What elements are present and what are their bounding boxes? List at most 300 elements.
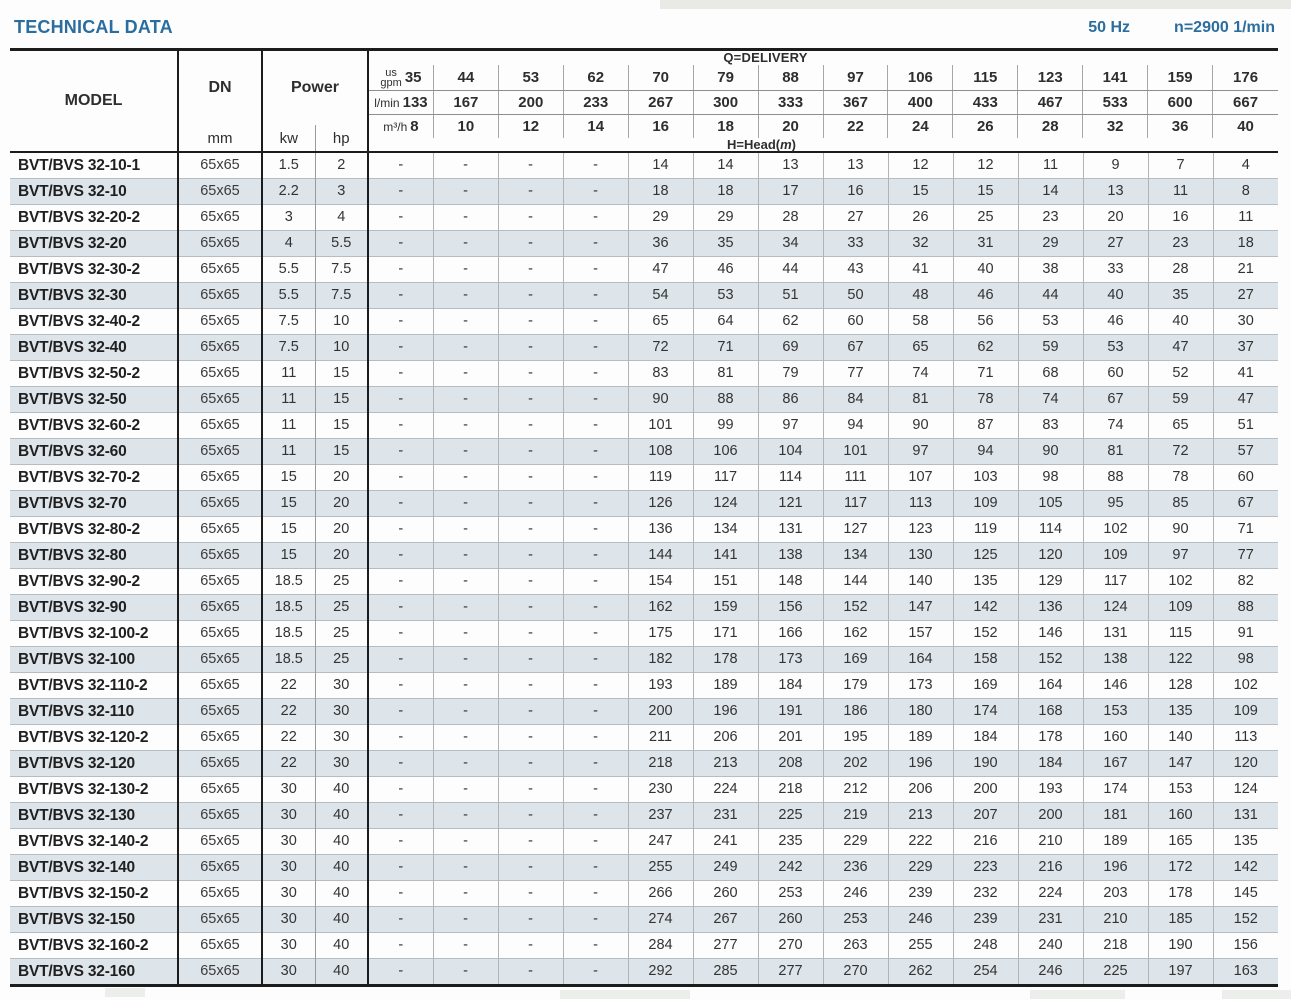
delivery-header-value: 20 (782, 118, 799, 135)
head-cell: - (498, 621, 563, 647)
head-cell: 40 (1083, 283, 1148, 309)
head-cell: - (498, 257, 563, 283)
head-cell: - (368, 647, 433, 673)
table-row (10, 621, 1278, 647)
model-cell: BVT/BVS 32-70-2 (10, 465, 178, 491)
head-cell: 219 (823, 803, 888, 829)
head-cell: 253 (758, 881, 823, 907)
dn-cell: 65x65 (178, 361, 262, 387)
head-cell: 67 (823, 335, 888, 361)
head-cell: 74 (1083, 413, 1148, 439)
delivery-header-gpm-4 (629, 65, 694, 90)
head-cell: 229 (823, 829, 888, 855)
head-cell: - (433, 803, 498, 829)
head-cell: 142 (1213, 855, 1278, 881)
kw-cell: 15 (262, 543, 315, 569)
hp-cell: 15 (315, 387, 368, 413)
head-cell: 225 (758, 803, 823, 829)
model-cell: BVT/BVS 32-100-2 (10, 621, 178, 647)
head-cell: 184 (953, 725, 1018, 751)
dn-cell: 65x65 (178, 179, 262, 205)
head-cell: 201 (758, 725, 823, 751)
head-cell: - (433, 881, 498, 907)
delivery-header-value: 97 (847, 69, 864, 86)
power-unit-kw: kw (263, 125, 316, 151)
head-cell: - (498, 152, 563, 179)
head-cell: 135 (1148, 699, 1213, 725)
delivery-header-value: 467 (1037, 94, 1063, 111)
head-cell: 129 (1018, 569, 1083, 595)
head-cell: - (368, 595, 433, 621)
hp-cell: 15 (315, 361, 368, 387)
technical-data-table (10, 48, 1278, 987)
model-cell: BVT/BVS 32-10 (10, 179, 178, 205)
head-cell: - (563, 803, 628, 829)
head-cell: 224 (1018, 881, 1083, 907)
head-cell: 124 (1083, 595, 1148, 621)
head-cell: 91 (1213, 621, 1278, 647)
delivery-header-lmin-1 (434, 91, 499, 114)
head-cell: - (498, 959, 563, 986)
head-cell: 117 (693, 465, 758, 491)
head-cell: 156 (1213, 933, 1278, 959)
head-cell: 7 (1148, 152, 1213, 179)
head-cell: 28 (1148, 257, 1213, 283)
head-cell: 175 (628, 621, 693, 647)
head-cell: 78 (1148, 465, 1213, 491)
delivery-header-value: 600 (1167, 94, 1193, 111)
kw-cell: 4 (262, 231, 315, 257)
head-cell: 117 (1083, 569, 1148, 595)
delivery-header-value: 106 (907, 69, 933, 86)
head-cell: 43 (823, 257, 888, 283)
head-cell: 158 (953, 647, 1018, 673)
head-cell: - (368, 387, 433, 413)
head-cell: 12 (953, 152, 1018, 179)
head-cell: 212 (823, 777, 888, 803)
head-cell: 17 (758, 179, 823, 205)
head-cell: - (368, 152, 433, 179)
head-cell: 141 (693, 543, 758, 569)
table-body (10, 152, 1278, 986)
head-cell: 68 (1018, 361, 1083, 387)
head-cell: - (433, 699, 498, 725)
head-cell: 162 (823, 621, 888, 647)
page-title: TECHNICAL DATA (14, 17, 173, 37)
head-cell: - (563, 335, 628, 361)
kw-cell: 30 (262, 777, 315, 803)
head-cell: - (563, 465, 628, 491)
head-cell: 72 (1148, 439, 1213, 465)
head-cell: 40 (953, 257, 1018, 283)
delivery-header-gpm-5 (694, 65, 759, 90)
model-cell: BVT/BVS 32-60-2 (10, 413, 178, 439)
head-cell: 140 (888, 569, 953, 595)
kw-cell: 3 (262, 205, 315, 231)
head-cell: 29 (628, 205, 693, 231)
head-cell: 97 (888, 439, 953, 465)
dn-cell: 65x65 (178, 309, 262, 335)
delivery-header-lmin-4 (629, 91, 694, 114)
head-cell: 30 (1213, 309, 1278, 335)
model-cell: BVT/BVS 32-150-2 (10, 881, 178, 907)
hp-cell: 20 (315, 465, 368, 491)
dn-cell: 65x65 (178, 283, 262, 309)
head-cell: 33 (1083, 257, 1148, 283)
delivery-header-value: 159 (1167, 69, 1193, 86)
head-cell: 65 (888, 335, 953, 361)
table-row (10, 725, 1278, 751)
unit-label-gpm: us gpm (380, 66, 402, 89)
head-cell: 223 (953, 855, 1018, 881)
head-cell: 231 (1018, 907, 1083, 933)
hp-cell: 25 (315, 647, 368, 673)
kw-cell: 18.5 (262, 621, 315, 647)
delivery-header-m3h-4 (629, 115, 694, 138)
delivery-header-value: 167 (453, 94, 479, 111)
delivery-header-value: 141 (1102, 69, 1128, 86)
head-cell: 123 (888, 517, 953, 543)
model-cell: BVT/BVS 32-100 (10, 647, 178, 673)
head-cell: 83 (1018, 413, 1083, 439)
delivery-header-m3h-3 (564, 115, 629, 138)
head-cell: - (433, 517, 498, 543)
model-cell: BVT/BVS 32-20 (10, 231, 178, 257)
head-cell: - (498, 205, 563, 231)
head-cell: 51 (1213, 413, 1278, 439)
head-cell: 58 (888, 309, 953, 335)
head-cell: - (433, 647, 498, 673)
head-cell: - (433, 907, 498, 933)
column-header-delivery (368, 50, 1278, 153)
head-cell: 266 (628, 881, 693, 907)
table-row (10, 257, 1278, 283)
head-cell: - (368, 777, 433, 803)
table-row (10, 413, 1278, 439)
head-cell: 168 (1018, 699, 1083, 725)
head-cell: 159 (693, 595, 758, 621)
head-cell: 191 (758, 699, 823, 725)
dn-cell: 65x65 (178, 152, 262, 179)
model-cell: BVT/BVS 32-150 (10, 907, 178, 933)
head-cell: 107 (888, 465, 953, 491)
frequency-label: 50 Hz (1088, 19, 1131, 36)
delivery-header-m3h-11 (1083, 115, 1148, 138)
head-cell: - (433, 595, 498, 621)
head-cell: 160 (1148, 803, 1213, 829)
head-cell: 26 (888, 205, 953, 231)
head-cell: 131 (758, 517, 823, 543)
hp-cell: 40 (315, 777, 368, 803)
table-row (10, 179, 1278, 205)
head-cell: 247 (628, 829, 693, 855)
head-cell: 130 (888, 543, 953, 569)
hp-cell: 25 (315, 621, 368, 647)
head-cell: 270 (758, 933, 823, 959)
head-cell: - (498, 309, 563, 335)
head-cell: 20 (1083, 205, 1148, 231)
head-cell: 102 (1083, 517, 1148, 543)
delivery-header-value: 367 (842, 94, 868, 111)
head-cell: 248 (953, 933, 1018, 959)
head-cell: - (563, 569, 628, 595)
head-cell: 119 (953, 517, 1018, 543)
head-cell: 102 (1148, 569, 1213, 595)
head-cell: - (498, 803, 563, 829)
head-cell: 88 (1083, 465, 1148, 491)
kw-cell: 11 (262, 413, 315, 439)
head-cell: 88 (693, 387, 758, 413)
head-cell: 94 (823, 413, 888, 439)
hp-cell: 10 (315, 309, 368, 335)
head-cell: 23 (1148, 231, 1213, 257)
head-cell: 152 (1018, 647, 1083, 673)
head-cell: - (368, 829, 433, 855)
head-cell: 240 (1018, 933, 1083, 959)
head-cell: 11 (1148, 179, 1213, 205)
head-cell: - (563, 543, 628, 569)
head-cell: - (368, 621, 433, 647)
table-row (10, 205, 1278, 231)
head-cell: - (433, 361, 498, 387)
head-cell: 47 (1148, 335, 1213, 361)
kw-cell: 7.5 (262, 335, 315, 361)
head-cell: - (368, 725, 433, 751)
dn-label: DN (208, 79, 232, 96)
delivery-header-m3h-5 (694, 115, 759, 138)
head-cell: 40 (1148, 309, 1213, 335)
head-cell: 51 (758, 283, 823, 309)
head-cell: 147 (1148, 751, 1213, 777)
delivery-header-m3h-12 (1148, 115, 1213, 138)
dn-cell: 65x65 (178, 933, 262, 959)
head-cell: 218 (758, 777, 823, 803)
head-cell: - (563, 205, 628, 231)
head-cell: - (433, 569, 498, 595)
dn-cell: 65x65 (178, 881, 262, 907)
dn-cell: 65x65 (178, 387, 262, 413)
head-cell: 190 (1148, 933, 1213, 959)
head-cell: 81 (693, 361, 758, 387)
kw-cell: 30 (262, 907, 315, 933)
head-cell: - (433, 439, 498, 465)
head-cell: 207 (953, 803, 1018, 829)
dn-cell: 65x65 (178, 855, 262, 881)
dn-cell: 65x65 (178, 907, 262, 933)
head-cell: 131 (1213, 803, 1278, 829)
head-cell: 65 (1148, 413, 1213, 439)
kw-cell: 30 (262, 933, 315, 959)
head-cell: 54 (628, 283, 693, 309)
head-cell: 81 (888, 387, 953, 413)
kw-cell: 5.5 (262, 283, 315, 309)
delivery-header-value: 14 (587, 118, 605, 135)
head-cell: 88 (1213, 595, 1278, 621)
head-cell: - (563, 725, 628, 751)
head-cell: 83 (628, 361, 693, 387)
kw-cell: 18.5 (262, 569, 315, 595)
head-cell: 44 (1018, 283, 1083, 309)
head-cell: 138 (1083, 647, 1148, 673)
head-cell: 146 (1083, 673, 1148, 699)
hp-cell: 30 (315, 699, 368, 725)
head-cell: 169 (953, 673, 1018, 699)
head-cell: - (433, 751, 498, 777)
head-cell: 284 (628, 933, 693, 959)
head-cell: 138 (758, 543, 823, 569)
delivery-header-lmin-0 (369, 91, 434, 114)
kw-cell: 7.5 (262, 309, 315, 335)
dn-cell: 65x65 (178, 803, 262, 829)
delivery-header-value: 176 (1233, 69, 1259, 86)
head-cell: 71 (953, 361, 1018, 387)
delivery-header-value: 26 (976, 118, 994, 135)
hp-cell: 2 (315, 152, 368, 179)
delivery-header-value: 200 (518, 94, 544, 111)
dn-cell: 65x65 (178, 335, 262, 361)
delivery-header-value: 133 (402, 94, 428, 111)
head-cell: 218 (628, 751, 693, 777)
head-cell: 152 (1213, 907, 1278, 933)
head-cell: - (563, 439, 628, 465)
dn-cell: 65x65 (178, 777, 262, 803)
head-cell: 117 (823, 491, 888, 517)
head-cell: 277 (693, 933, 758, 959)
delivery-header-m3h-9 (953, 115, 1018, 138)
delivery-header-gpm-10 (1018, 65, 1083, 90)
table-row (10, 387, 1278, 413)
head-cell: - (498, 231, 563, 257)
delivery-header-value: 18 (717, 118, 734, 135)
head-cell: - (563, 699, 628, 725)
model-cell: BVT/BVS 32-50 (10, 387, 178, 413)
head-cell: 77 (1213, 543, 1278, 569)
kw-cell: 18.5 (262, 647, 315, 673)
head-cell: 178 (693, 647, 758, 673)
head-cell: 111 (823, 465, 888, 491)
head-cell: - (563, 933, 628, 959)
head-cell: 62 (953, 335, 1018, 361)
hp-cell: 25 (315, 595, 368, 621)
head-cell: 46 (693, 257, 758, 283)
head-cell: - (498, 907, 563, 933)
head-cell: 165 (1148, 829, 1213, 855)
head-cell: 246 (823, 881, 888, 907)
hp-cell: 15 (315, 439, 368, 465)
head-cell: 101 (628, 413, 693, 439)
delivery-header-value: 16 (652, 118, 670, 135)
hp-cell: 3 (315, 179, 368, 205)
head-cell: 169 (823, 647, 888, 673)
delivery-header-lmin-3 (564, 91, 629, 114)
head-cell: - (498, 751, 563, 777)
dn-cell: 65x65 (178, 959, 262, 986)
kw-cell: 15 (262, 465, 315, 491)
hp-cell: 40 (315, 881, 368, 907)
head-cell: - (368, 283, 433, 309)
hp-cell: 20 (315, 543, 368, 569)
head-cell: 56 (953, 309, 1018, 335)
head-cell: 18 (693, 179, 758, 205)
table-row (10, 543, 1278, 569)
hp-cell: 15 (315, 413, 368, 439)
head-cell: 181 (1083, 803, 1148, 829)
head-cell: 87 (953, 413, 1018, 439)
head-cell: - (498, 699, 563, 725)
head-cell: 246 (1018, 959, 1083, 986)
head-cell: 90 (1148, 517, 1213, 543)
hp-cell: 40 (315, 829, 368, 855)
head-cell: - (498, 569, 563, 595)
delivery-header-value: 88 (782, 69, 799, 86)
hp-cell: 40 (315, 933, 368, 959)
head-cell: - (498, 725, 563, 751)
bottom-decoration (560, 990, 690, 999)
head-cell: 182 (628, 647, 693, 673)
kw-cell: 22 (262, 725, 315, 751)
head-cell: 146 (1018, 621, 1083, 647)
head-cell: 13 (1083, 179, 1148, 205)
kw-cell: 30 (262, 829, 315, 855)
delivery-header-lmin-9 (953, 91, 1018, 114)
dn-cell: 65x65 (178, 517, 262, 543)
table-row (10, 829, 1278, 855)
delivery-header-m3h-8 (888, 115, 953, 138)
model-cell: BVT/BVS 32-10-1 (10, 152, 178, 179)
head-cell: - (368, 179, 433, 205)
delivery-header-value: 667 (1233, 94, 1259, 111)
head-cell: 95 (1083, 491, 1148, 517)
model-cell: BVT/BVS 32-120 (10, 751, 178, 777)
head-cell: 27 (823, 205, 888, 231)
head-cell: - (563, 751, 628, 777)
head-cell: 196 (888, 751, 953, 777)
head-cell: 216 (953, 829, 1018, 855)
head-cell: 193 (1018, 777, 1083, 803)
head-cell: - (433, 387, 498, 413)
head-cell: 208 (758, 751, 823, 777)
head-cell: 164 (1018, 673, 1083, 699)
head-cell: 14 (628, 152, 693, 179)
hp-cell: 20 (315, 491, 368, 517)
head-cell: - (368, 465, 433, 491)
head-cell: 29 (1018, 231, 1083, 257)
table-row (10, 647, 1278, 673)
head-cell: - (433, 231, 498, 257)
head-cell: 213 (693, 751, 758, 777)
head-cell: - (433, 152, 498, 179)
head-cell: 196 (1083, 855, 1148, 881)
delivery-header-lmin-13 (1213, 91, 1278, 114)
model-cell: BVT/BVS 32-130 (10, 803, 178, 829)
model-cell: BVT/BVS 32-20-2 (10, 205, 178, 231)
head-cell: 224 (693, 777, 758, 803)
model-cell: BVT/BVS 32-40-2 (10, 309, 178, 335)
model-cell: BVT/BVS 32-110-2 (10, 673, 178, 699)
model-cell: BVT/BVS 32-30 (10, 283, 178, 309)
head-cell: 184 (1018, 751, 1083, 777)
delivery-header-value: 533 (1102, 94, 1128, 111)
table-row (10, 569, 1278, 595)
dn-cell: 65x65 (178, 647, 262, 673)
head-cell: 62 (758, 309, 823, 335)
head-cell: 47 (628, 257, 693, 283)
head-cell: - (498, 413, 563, 439)
head-cell: 147 (888, 595, 953, 621)
head-cell: 254 (953, 959, 1018, 986)
kw-cell: 22 (262, 751, 315, 777)
head-cell: - (498, 465, 563, 491)
